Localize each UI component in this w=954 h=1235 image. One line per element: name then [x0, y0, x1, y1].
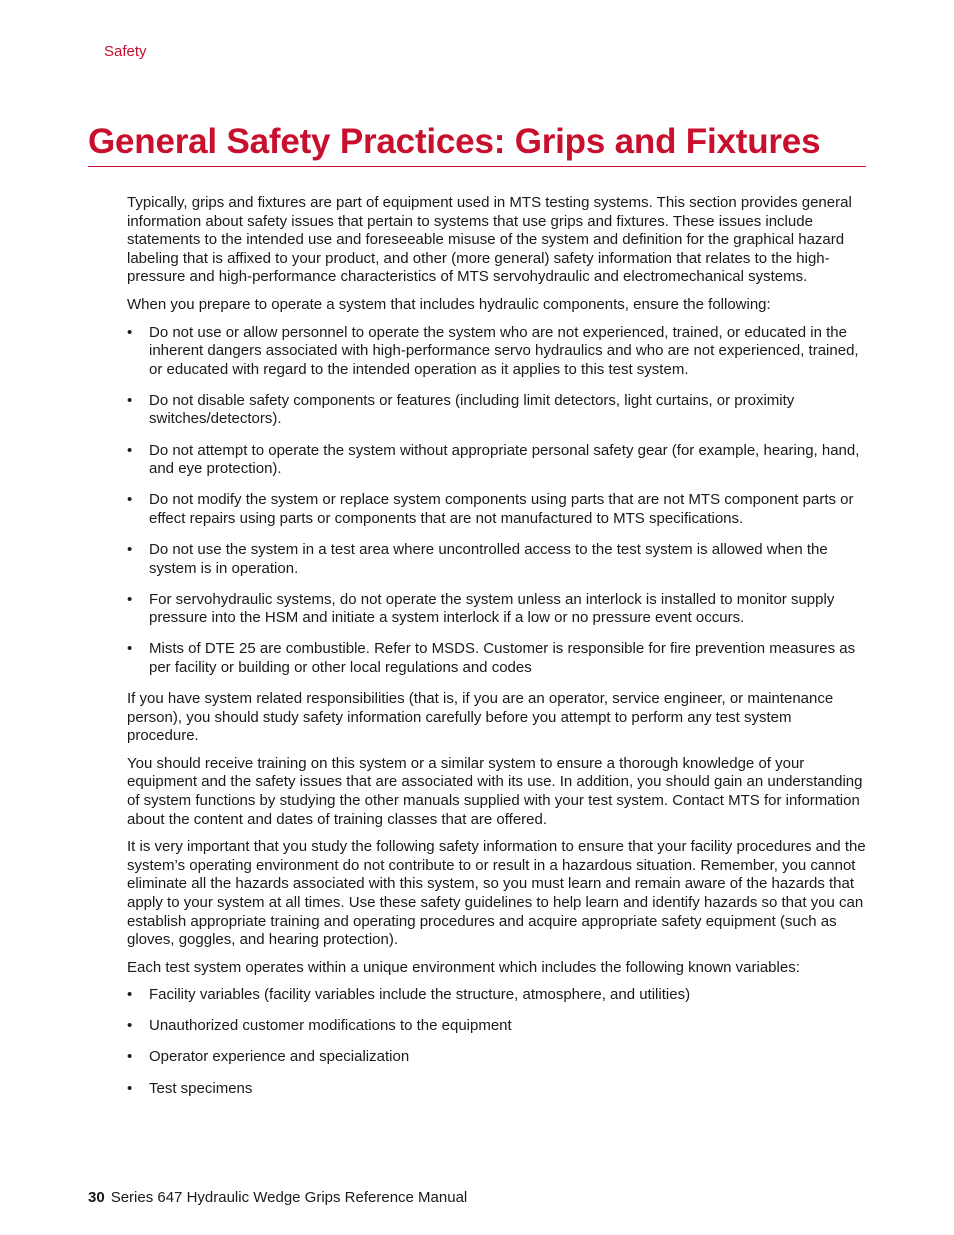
page-number: 30: [88, 1189, 105, 1206]
bullet-icon: •: [127, 590, 133, 608]
hydraulic-safety-list: [127, 324, 867, 678]
bullet-icon: •: [127, 391, 133, 409]
bullet-icon: •: [127, 640, 133, 658]
bullet-icon: •: [127, 491, 133, 509]
list-item: [127, 324, 867, 380]
list-item: [127, 640, 867, 677]
list-item-text: Unauthorized customer modifications to the equipment: [149, 1017, 512, 1035]
list-item-text: Mists of DTE 25 are combustible. Refer to MSDS. Customer is responsible for fire prevention measures as per facility or building or other local regulations and codes: [149, 640, 856, 676]
bullet-icon: •: [127, 1017, 133, 1035]
body-paragraph: Each test system operates within a unique environment which includes the following known variables:: [127, 958, 800, 976]
manual-title: Series 647 Hydraulic Wedge Grips Reference Manual: [110, 1189, 468, 1206]
list-item: [127, 491, 867, 528]
body-paragraph: You should receive training on this system or a similar system to ensure a thorough knowledge of your equipment and the safety issues that are associated with its use. In addition, you should gain an understanding of system functions by studying the other manuals supplied with your test system. Contact MTS for information about the content and dates of training classes that are offered.: [127, 754, 863, 828]
bullet-icon: •: [127, 441, 133, 459]
bullet-icon: •: [127, 323, 133, 341]
bullet-icon: •: [127, 1079, 133, 1097]
page-title: General Safety Practices: Grips and Fixtures: [88, 120, 866, 167]
body-paragraph: It is very important that you study the following safety information to ensure that your facility procedures and the system’s operating environment do not contribute to or result in a hazardous situation. Remember, you cannot eliminate all the hazards associated with this system, so you must learn and remain aware of the hazards that apply to your system at all times. Use these safety guidelines to help learn and identify hazards so that you can establish appropriate training and operating procedures and acquire appropriate safety equipment (such as gloves, goggles, and hearing protection).: [127, 838, 866, 949]
list-item-text: Facility variables (facility variables include the structure, atmosphere, and utilities): [149, 986, 691, 1004]
list-item: [127, 541, 867, 578]
list-item-text: Operator experience and specialization: [149, 1048, 410, 1066]
list-item: [127, 1048, 867, 1067]
list-item: [127, 1080, 867, 1099]
list-item: [127, 986, 867, 1005]
list-item-text: Do not attempt to operate the system without appropriate personal safety gear (for example, hearing, hand, and eye protection).: [149, 441, 860, 478]
list-item: [127, 1017, 867, 1036]
list-item-text: Do not use the system in a test area where uncontrolled access to the test system is allowed when the system is in operation.: [149, 540, 828, 577]
page-content: [127, 194, 867, 1111]
list-item-text: For servohydraulic systems, do not operate the system unless an interlock is installed to monitor supply pressure into the HSM and initiate a system interlock if a low or no pressure event occurs.: [149, 590, 835, 627]
section-label: Safety: [104, 43, 147, 60]
list-item: [127, 591, 867, 628]
page-footer: [88, 1189, 467, 1206]
bullet-icon: •: [127, 1048, 133, 1066]
intro-paragraph: When you prepare to operate a system that includes hydraulic components, ensure the following:: [127, 295, 771, 313]
known-variables-list: [127, 986, 867, 1098]
list-item: [127, 442, 867, 479]
list-item-text: Test specimens: [149, 1079, 253, 1097]
body-paragraph: If you have system related responsibilities (that is, if you are an operator, service engineer, or maintenance person), you should study safety information carefully before you attempt to perform any test system procedure.: [127, 689, 834, 745]
list-item: [127, 392, 867, 429]
intro-paragraph: Typically, grips and fixtures are part of equipment used in MTS testing systems. This section provides general information about safety issues that pertain to systems that use grips and fixtures. These issues include statements to the intended use and foreseeable misuse of the system and definition for the graphical hazard labeling that is affixed to your product, and other (more general) safety information that relates to the high-pressure and high-performance characteristics of MTS servohydraulic and electromechanical systems.: [127, 194, 852, 286]
list-item-text: Do not modify the system or replace system components using parts that are not MTS component parts or effect repairs using parts or components that are not manufactured to MTS specifications.: [149, 491, 854, 527]
bullet-icon: •: [127, 986, 133, 1004]
bullet-icon: •: [127, 540, 133, 558]
list-item-text: Do not disable safety components or features (including limit detectors, light curtains, or proximity switches/detectors).: [149, 391, 795, 428]
list-item-text: Do not use or allow personnel to operate the system who are not experienced, trained, or educated in the inherent dangers associated with high-performance servo hydraulics and who are not experienced, trained, or educated with regard to the intended operation as it applies to this test system.: [149, 323, 859, 378]
